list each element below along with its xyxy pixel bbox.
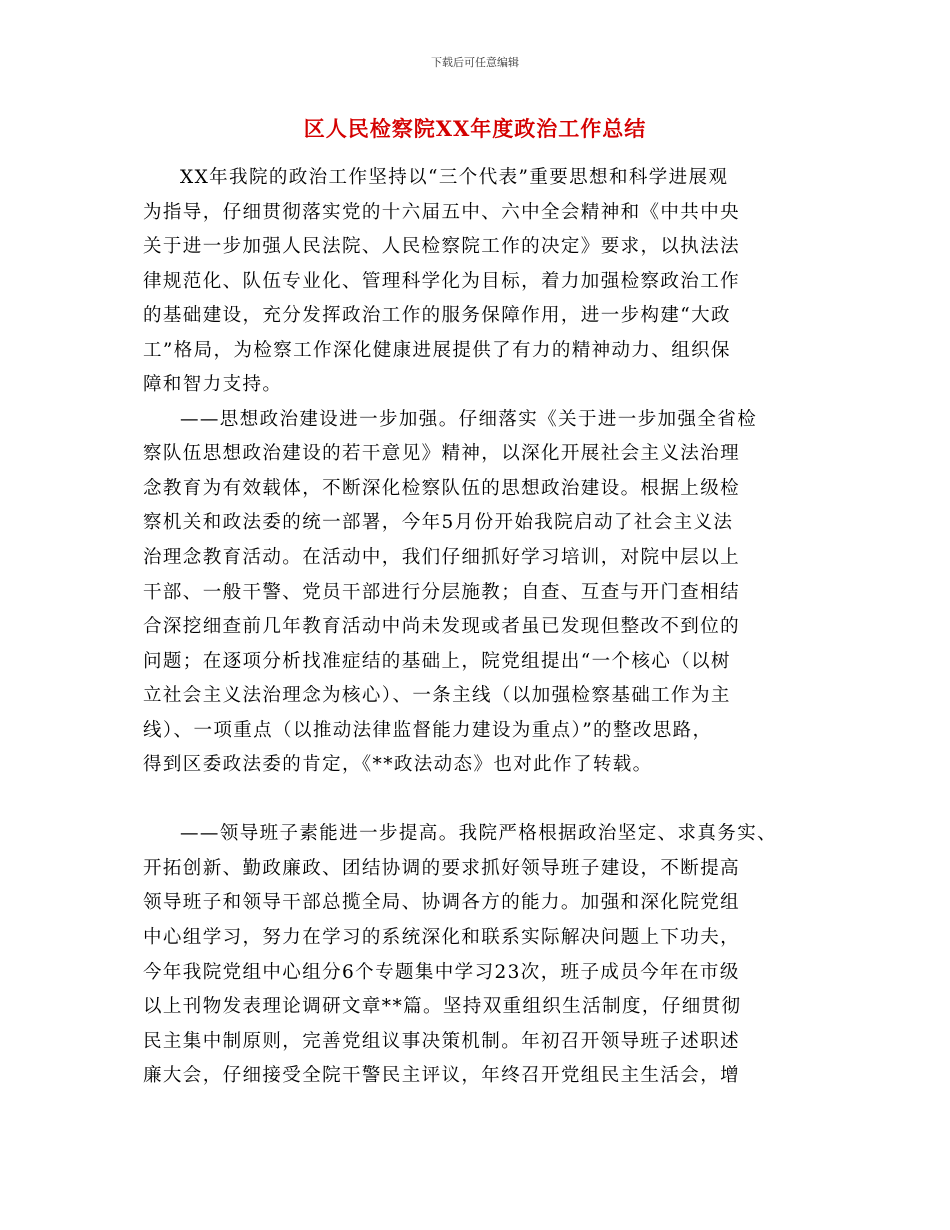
paragraph-3-line: 中心组学习，努力在学习的系统深化和联系实际解决问题上下功夫， xyxy=(143,927,741,949)
paragraph-2-line: 立社会主义法治理念为核心）、一条主线（以加强检察基础工作为主 xyxy=(143,685,731,707)
paragraph-2-line: 察队伍思想政治建设的若干意见》精神，以深化开展社会主义法治理 xyxy=(143,443,741,465)
paragraph-2-line: 问题；在逐项分析找准症结的基础上，院党组提出“一个核心（以树 xyxy=(143,650,731,672)
paragraph-2-line: 察机关和政法委的统一部署，今年5月份开始我院启动了社会主义法 xyxy=(143,512,734,534)
paragraph-3-line: 开拓创新、勤政廉政、团结协调的要求抓好领导班子建设，不断提高 xyxy=(143,857,741,879)
paragraph-2-line xyxy=(143,783,833,818)
paragraph-3-line: ——领导班子素能进一步提高。我院严格根据政治坚定、求真务实、 xyxy=(180,823,778,845)
paragraph-2-line: 得到区委政法委的肯定，《**政法动态》也对此作了转载。 xyxy=(143,754,653,776)
paragraph-1-line: 为指导，仔细贯彻落实党的十六届五中、六中全会精神和《中共中央 xyxy=(143,201,741,223)
paragraph-1-line: 的基础建设，充分发挥政治工作的服务保障作用，进一步构建“大政 xyxy=(143,305,731,327)
paragraph-1-line: 障和智力支持。 xyxy=(143,374,283,396)
paragraph-1-line: 工”格局，为检察工作深化健康进展提供了有力的精神动力、组织保 xyxy=(143,339,731,361)
paragraph-1-line: 关于进一步加强人民法院、人民检察院工作的决定》要求，以执法法 xyxy=(143,236,741,258)
paragraph-2-line: 合深挖细查前几年教育活动中尚未发现或者虽已发现但整改不到位的 xyxy=(143,616,741,638)
paragraph-1-line: 律规范化、队伍专业化、管理科学化为目标，着力加强检察政治工作 xyxy=(143,270,741,292)
paragraph-3-line: 民主集中制原则，完善党组议事决策机制。年初召开领导班子述职述 xyxy=(143,1030,741,1052)
paragraph-3-line: 以上刊物发表理论调研文章**篇。坚持双重组织生活制度，仔细贯彻 xyxy=(143,996,742,1018)
document-title: 区人民检察院XX年度政治工作总结 xyxy=(303,116,647,141)
paragraph-2-line: 治理念教育活动。在活动中，我们仔细抓好学习培训，对院中层以上 xyxy=(143,547,741,569)
paragraph-2-line: 线）、一项重点（以推动法律监督能力建设为重点）”的整改思路， xyxy=(143,719,713,741)
paragraph-2-line: ——思想政治建设进一步加强。仔细落实《关于进一步加强全省检 xyxy=(180,408,758,430)
paragraph-1-line: XX年我院的政治工作坚持以“三个代表”重要思想和科学进展观 xyxy=(180,167,729,188)
paragraph-2-line: 念教育为有效载体，不断深化检察队伍的思想政治建设。根据上级检 xyxy=(143,477,741,499)
paragraph-3-line: 廉大会，仔细接受全院干警民主评议，年终召开党组民主生活会，增 xyxy=(143,1065,741,1087)
paragraph-2-line: 干部、一般干警、党员干部进行分层施教；自查、互查与开门查相结 xyxy=(143,581,741,603)
document-body xyxy=(143,161,833,1094)
paragraph-3-line: 今年我院党组中心组分6个专题集中学习23次，班子成员今年在市级 xyxy=(143,961,740,983)
paragraph-3-line: 领导班子和领导干部总揽全局、协调各方的能力。加强和深化院党组 xyxy=(143,892,741,914)
page-header-note: 下载后可任意编辑 xyxy=(431,56,519,69)
